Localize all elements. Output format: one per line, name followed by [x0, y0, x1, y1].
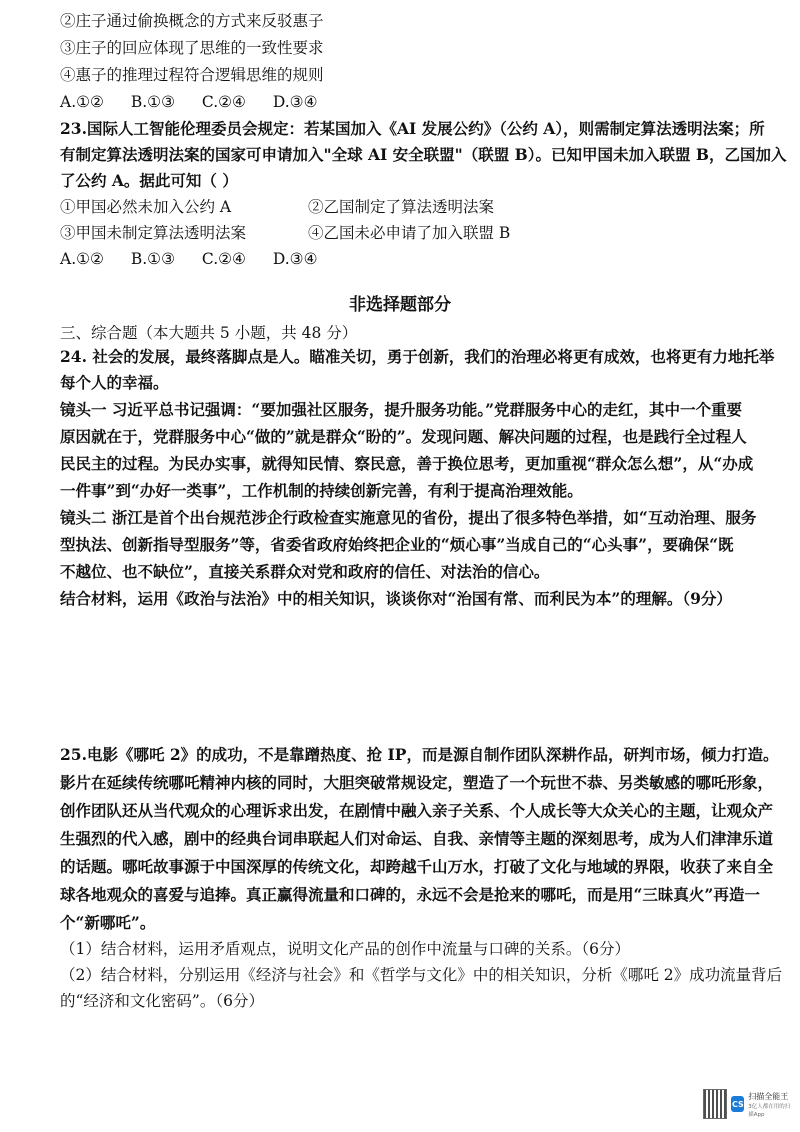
- scanner-watermark: [703, 1086, 795, 1122]
- app-tagline: 3亿人都在用的扫描App: [748, 1103, 791, 1118]
- q23-option-row: [60, 222, 760, 244]
- q22-choices: [60, 91, 760, 113]
- q25-subquestion: 的“经济和文化密码”。（6分）: [60, 992, 264, 1010]
- q24-text: 每个人的幸福。: [60, 373, 169, 392]
- app-name: 扫描全能王: [748, 1091, 789, 1101]
- qr-code-icon: [703, 1089, 727, 1119]
- q23-stem: 23.国际人工智能伦理委员会规定：若某国加入《AI 发展公约》（公约 A），则需制定算法透明法案；所: [60, 119, 765, 138]
- choice: D.③④: [272, 93, 318, 111]
- q23-choices: [60, 248, 760, 270]
- q25-text: 个“新哪吒”。: [60, 913, 156, 932]
- q25-text: 创作团队还从当代观众的心理诉求出发，在剧情中融入亲子关系、个人成长等大众关心的主题，让观众产: [60, 801, 774, 820]
- q25-text: 的话题。哪吒故事源于中国深厚的传统文化，却跨越千山万水，打破了文化与地域的界限，收获了来自全: [60, 857, 774, 876]
- option: ④乙国未必申请了加入联盟 B: [308, 224, 511, 242]
- choice: C.②④: [201, 250, 246, 268]
- q24-question: 结合材料，运用《政治与法治》中的相关知识，谈谈你对“治国有常、而利民为本”的理解。（9分）: [60, 589, 732, 608]
- q24-text: 镜头二 浙江是首个出台规范涉企行政检查实施意见的省份，提出了很多特色举措，如“互动治理、服务: [60, 508, 757, 527]
- option-line: ②庄子通过偷换概念的方式来反驳惠子: [60, 12, 324, 30]
- choice: B.①③: [130, 93, 175, 111]
- section-header: 三、综合题（本大题共 5 小题，共 48 分）: [60, 324, 358, 342]
- choice: A.①②: [60, 93, 104, 111]
- q24-text: 型执法、创新指导型服务”等，省委省政府始终把企业的“烦心事”当成自己的“心头事”，要确保“既: [60, 535, 734, 554]
- camscanner-logo: CS: [731, 1096, 744, 1112]
- option: ①甲国必然未加入公约 A: [60, 198, 232, 216]
- choice: D.③④: [272, 250, 318, 268]
- q24-text: 原因就在于，党群服务中心“做的”就是群众“盼的”。发现问题、解决问题的过程，也是践行全过程人: [60, 427, 747, 446]
- option-line: ③庄子的回应体现了思维的一致性要求: [60, 39, 324, 57]
- option-line: ④惠子的推理过程符合逻辑思维的规则: [60, 66, 324, 84]
- q23-option-row: [60, 196, 760, 218]
- q23-stem: 有制定算法透明法案的国家可申请加入"全球 AI 安全联盟"（联盟 B）。已知甲国未加入联盟 B，乙国加入: [60, 145, 787, 164]
- q24-text: 镜头一 习近平总书记强调：“要加强社区服务，提升服务功能。”党群服务中心的走红，其中一个重要: [60, 400, 742, 419]
- q24-text: 不越位、也不缺位”，直接关系群众对党和政府的信任、对法治的信心。: [60, 562, 550, 581]
- q25-text: 生强烈的代入感，剧中的经典台词串联起人们对命运、自我、亲情等主题的深刻思考，成为人们津津乐道: [60, 829, 774, 848]
- q24-text: 民民主的过程。为民办实事，就得知民情、察民意，善于换位思考，更加重视“群众怎么想”，从“办成: [60, 454, 754, 473]
- choice: B.①③: [130, 250, 175, 268]
- choice: A.①②: [60, 250, 104, 268]
- q25-text: 影片在延续传统哪吒精神内核的同时，大胆突破常规设定，塑造了一个玩世不恭、另类敏感的哪吒形象，: [60, 773, 774, 792]
- q24-text: 24. 社会的发展，最终落脚点是人。瞄准关切，勇于创新，我们的治理必将更有成效，也将更有力地托举: [60, 347, 775, 366]
- q25-text: 球各地观众的喜爱与追捧。真正赢得流量和口碑的，永远不会是抢来的哪吒，而是用“三昧真火”再造一: [60, 885, 760, 904]
- q24-text: 一件事”到“办好一类事”，工作机制的持续创新完善，有利于提高治理效能。: [60, 481, 583, 500]
- option: ③甲国未制定算法透明法案: [60, 224, 247, 242]
- q25-subquestion: （1）结合材料，运用矛盾观点，说明文化产品的创作中流量与口碑的关系。（6分）: [60, 940, 630, 958]
- option: ②乙国制定了算法透明法案: [308, 198, 495, 216]
- section-title: 非选择题部分: [349, 295, 451, 315]
- q25-text: 25.电影《哪吒 2》的成功，不是靠蹭热度、抢 IP，而是源自制作团队深耕作品，研判市场，倾力打造。: [60, 745, 779, 764]
- watermark-text: [748, 1091, 795, 1118]
- choice: C.②④: [201, 93, 246, 111]
- q23-stem: 了公约 A。据此可知（ ）: [60, 171, 238, 190]
- q25-subquestion: （2）结合材料，分别运用《经济与社会》和《哲学与文化》中的相关知识，分析《哪吒 2》成功流量背后: [60, 966, 783, 984]
